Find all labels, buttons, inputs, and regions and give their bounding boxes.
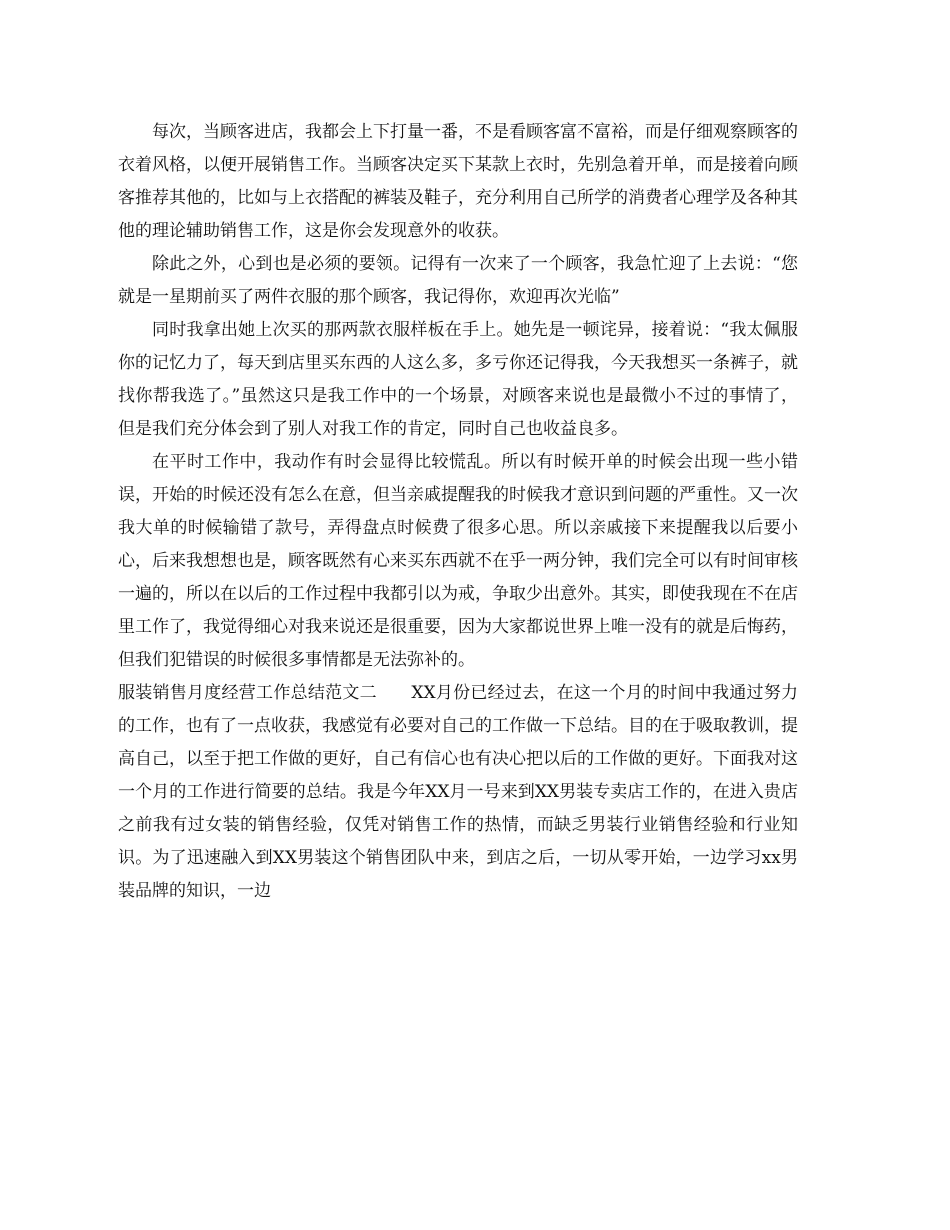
- paragraph-1: 每次，当顾客进店，我都会上下打量一番，不是看顾客富不富裕，而是仔细观察顾客的衣着风格，以便开展销售工作。当顾客决定买下某款上衣时，先别急着开单，而是接着向顾客推荐其他的，比如与上衣搭配的裤装及鞋子，充分利用自己所学的消费者心理学及各种其他的理论辅助销售工作，这是你会发现意外的收获。: [118, 122, 798, 241]
- paragraph-2: 除此之外，心到也是必须的要领。记得有一次来了一个顾客，我急忙迎了上去说：“您就是一星期前买了两件衣服的那个顾客，我记得你，欢迎再次光临”: [118, 254, 798, 307]
- paragraph-5: 服装销售月度经营工作总结范文二 XX月份已经过去，在这一个月的时间中我通过努力的工作，也有了一点收获，我感觉有必要对自己的工作做一下总结。目的在于吸取教训，提高自己，以至于把工作做的更好，自己有信心也有决心把以后的工作做的更好。下面我对这一个月的工作进行简要的总结。我是今年XX月一号来到XX男装专卖店工作的，在进入贵店之前我有过女装的销售经验，仅凭对销售工作的热情，而缺乏男装行业销售经验和行业知识。为了迅速融入到XX男装这个销售团队中来，到店之后，一切从零开始，一边学习xx男装品牌的知识，一边: [118, 683, 798, 901]
- document-body: [118, 116, 798, 908]
- paragraph-4: 在平时工作中，我动作有时会显得比较慌乱。所以有时候开单的时候会出现一些小错误，开始的时候还没有怎么在意，但当亲戚提醒我的时候我才意识到问题的严重性。又一次我大单的时候输错了款号，弄得盘点时候费了很多心思。所以亲戚接下来提醒我以后要小心，后来我想想也是，顾客既然有心来买东西就不在乎一两分钟，我们完全可以有时间审核一遍的，所以在以后的工作过程中我都引以为戒，争取少出意外。其实，即使我现在不在店里工作了，我觉得细心对我来说还是很重要，因为大家都说世界上唯一没有的就是后悔药，但我们犯错误的时候很多事情都是无法弥补的。: [118, 452, 798, 670]
- paragraph-3: 同时我拿出她上次买的那两款衣服样板在手上。她先是一顿诧异，接着说：“我太佩服你的记忆力了，每天到店里买东西的人这么多，多亏你还记得我，今天我想买一条裤子，就找你帮我选了。”虽然这只是我工作中的一个场景，对顾客来说也是最微小不过的事情了，但是我们充分体会到了别人对我工作的肯定，同时自己也收益良多。: [118, 320, 798, 439]
